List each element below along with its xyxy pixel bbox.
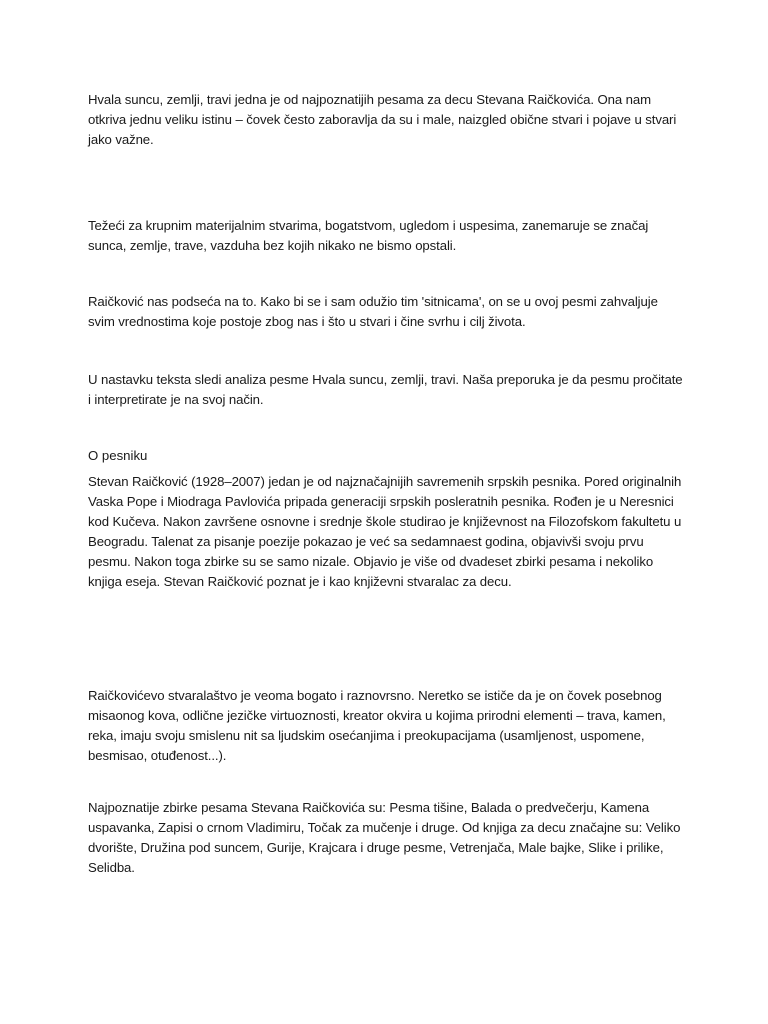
intro-paragraph: Hvala suncu, zemlji, travi jedna je od najpoznatijih pesama za decu Stevana Raičkovića. Ona nam otkriva jednu veliku istinu – čovek često zaboravlja da su i male, naizgled obične stvari i pojave u stvari jako važne. [88,92,677,147]
reminder-paragraph: Raičković nas podseća na to. Kako bi se i sam odužio tim 'sitnicama', on se u ovoj pesmi zahvaljuje svim vrednostima koje postoje zbog nas i što u stvari i čine svrhu i cilj života. [88,294,658,329]
creative-work-paragraph: Raičkovićevo stvaralaštvo je veoma bogato i raznovrsno. Neretko se ističe da je on čovek posebnog misaonog kova, odlične jezičke virtuoznosti, kreator okvira u kojima prirodni elementi – trava, kamen, reka, imaju svoju smislenu nit sa ljudskim osećanjima i preokupacijama (usamljenost, uspomene, besmisao, otuđenost...). [88,688,666,763]
analysis-intro-paragraph: U nastavku teksta sledi analiza pesme Hvala suncu, zemlji, travi. Naša preporuka je da pesmu pročitate i interpretirate je na svoj način. [88,372,683,407]
biography-paragraph: Stevan Raičković (1928–2007) jedan je od najznačajnijih savremenih srpskih pesnika. Pored originalnih Vaska Pope i Miodraga Pavlovića pripada generaciji srpskih posleratnih pesnika. Rođen je u Neresnici kod Kučeva. Nakon završene osnovne i srednje škole studirao je književnost na Filozofskom fakultetu u Beogradu. Talenat za pisanje poezije pokazao je već sa sedamnaest godina, objavivši svoju prvu pesmu. Nakon toga zbirke su se samo nizale. Objavio je više od dvadeset zbirki pesama i nekoliko knjiga eseja. Stevan Raičković poznat je i kao književni stvaralac za decu. [88,474,682,589]
section-heading-o-pesniku: O pesniku [88,448,148,463]
collections-paragraph: Najpoznatije zbirke pesama Stevana Raičkovića su: Pesma tišine, Balada o predvečerju, Kamena uspavanka, Zapisi o crnom Vladimiru, Točak za mučenje i druge. Od knjiga za decu značajne su: Veliko dvorište, Družina pod suncem, Gurije, Krajcara i druge pesme, Vetrenjača, Male bajke, Slike i prilike, Selidba. [88,800,681,875]
materialism-paragraph: Težeći za krupnim materijalnim stvarima, bogatstvom, ugledom i uspesima, zanemaruje se značaj sunca, zemlje, trave, vazduha bez kojih nikako ne bismo opstali. [88,218,649,253]
